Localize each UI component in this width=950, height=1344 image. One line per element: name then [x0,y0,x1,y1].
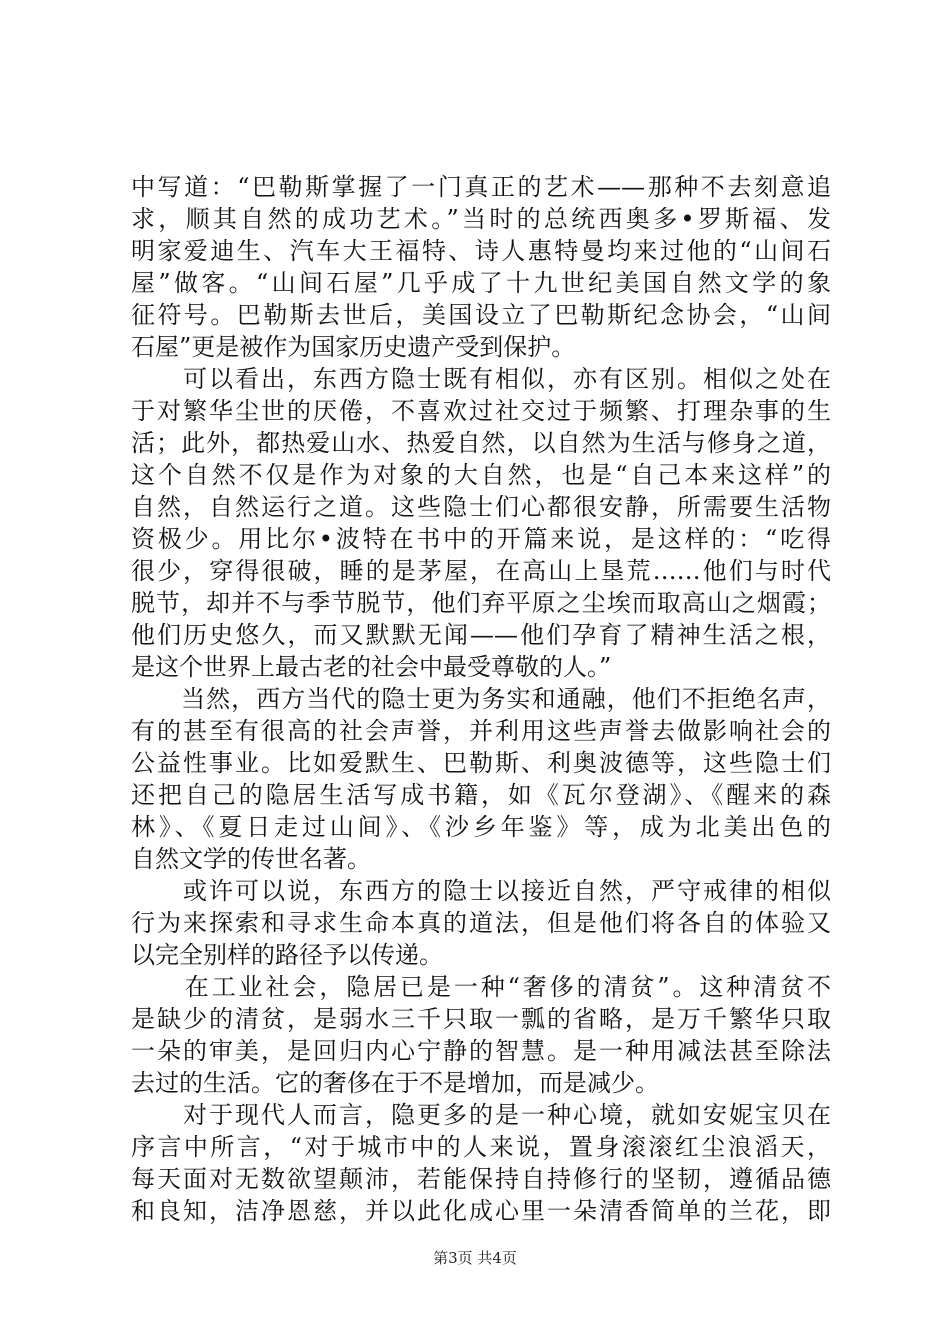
text-line: 一朵的审美，是回归内心宁静的智慧。是一种用减法甚至除法 [131,1037,831,1065]
text-line: 行为来探索和寻求生命本真的道法，但是他们将各自的体验又 [131,909,831,937]
text-line: 他们历史悠久，而又默默无闻——他们孕育了精神生活之根， [131,621,831,649]
text-line: 去过的生活。它的奢侈在于不是增加，而是减少。 [131,1069,659,1097]
text-line: 石屋”更是被作为国家历史遗产受到保护。 [131,333,576,361]
text-line: 每天面对无数欲望颠沛，若能保持自持修行的坚韧，遵循品德 [131,1165,831,1193]
text-line: 当然，西方当代的隐士更为务实和通融，他们不拒绝名声， [131,685,831,713]
text-line: 在工业社会，隐居已是一种“奢侈的清贫”。这种清贫不 [131,973,831,1001]
text-line: 很少，穿得很破，睡的是茅屋，在高山上垦荒……他们与时代 [131,557,831,585]
text-line: 还把自己的隐居生活写成书籍，如《瓦尔登湖》、《醒来的森 [131,781,831,809]
text-line: 有的甚至有很高的社会声誉，并利用这些声誉去做影响社会的 [131,717,831,745]
document-body [131,171,831,1227]
text-line: 明家爱迪生、汽车大王福特、诗人惠特曼均来过他的“山间石 [131,237,831,265]
text-line: 脱节，却并不与季节脱节，他们弃平原之尘埃而取高山之烟霞； [131,589,831,617]
text-line: 自然，自然运行之道。这些隐士们心都很安静，所需要生活物 [131,493,831,521]
page-footer: 第3页 共4页 [433,1249,517,1267]
text-line: 这个自然不仅是作为对象的大自然，也是“自己本来这样”的 [131,461,831,489]
text-line: 以完全别样的路径予以传递。 [131,941,443,969]
text-line: 活；此外，都热爱山水、热爱自然，以自然为生活与修身之道， [131,429,831,457]
text-line: 自然文学的传世名著。 [131,845,371,873]
text-line: 公益性事业。比如爱默生、巴勒斯、利奥波德等，这些隐士们 [131,749,831,777]
text-line: 资极少。用比尔•波特在书中的开篇来说，是这样的：“吃得 [131,525,831,553]
text-line: 序言中所言，“对于城市中的人来说，置身滚滚红尘浪滔天， [131,1133,831,1161]
text-line: 于对繁华尘世的厌倦，不喜欢过社交过于频繁、打理杂事的生 [131,397,831,425]
text-line: 林》、《夏日走过山间》、《沙乡年鉴》等，成为北美出色的 [131,813,831,841]
text-line: 求，顺其自然的成功艺术。”当时的总统西奥多•罗斯福、发 [131,205,831,233]
text-line: 屋”做客。“山间石屋”几乎成了十九世纪美国自然文学的象 [131,269,831,297]
text-line: 是缺少的清贫，是弱水三千只取一瓢的省略，是万千繁华只取 [131,1005,831,1033]
text-line: 征符号。巴勒斯去世后，美国设立了巴勒斯纪念协会，“山间 [131,301,831,329]
text-line: 中写道：“巴勒斯掌握了一门真正的艺术——那种不去刻意追 [131,173,831,201]
text-line: 是这个世界上最古老的社会中最受尊敬的人。” [131,653,612,681]
text-line: 和良知，洁净恩慈，并以此化成心里一朵清香简单的兰花，即 [131,1197,831,1225]
text-line: 可以看出，东西方隐士既有相似，亦有区别。相似之处在 [131,365,831,393]
text-line: 对于现代人而言，隐更多的是一种心境，就如安妮宝贝在 [131,1101,831,1129]
text-line: 或许可以说，东西方的隐士以接近自然，严守戒律的相似 [131,877,831,905]
